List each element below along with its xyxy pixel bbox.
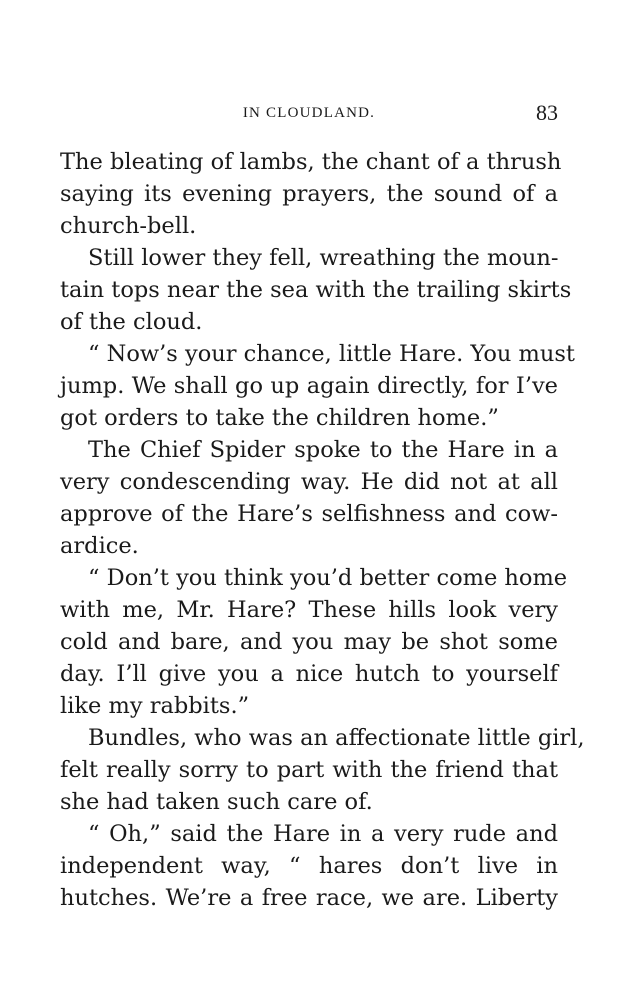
text-line: approve of the Hare’s selfishness and cow-	[60, 501, 558, 527]
text-line: saying its evening prayers, the sound of a	[60, 181, 558, 207]
text-line: like my rabbits.”	[60, 693, 250, 719]
text-line: hutches. We’re a free race, we are. Liberty	[60, 885, 558, 911]
text-line: tain tops near the sea with the trailing skirts	[60, 277, 572, 303]
text-line: “ Don’t you think you’d better come home	[88, 565, 568, 591]
text-line: felt really sorry to part with the friend that	[60, 757, 558, 783]
text-line: “ Now’s your chance, little Hare. You must	[88, 341, 575, 367]
text-line: Bundles, who was an affectionate little girl,	[88, 725, 585, 751]
text-line: she had taken such care of.	[60, 789, 373, 815]
text-line: ardice.	[60, 533, 139, 559]
body-text	[60, 146, 585, 914]
text-line: day. I’ll give you a nice hutch to yourself	[60, 661, 558, 687]
text-line: The Chief Spider spoke to the Hare in a	[88, 437, 558, 463]
text-line: church-bell.	[60, 213, 197, 239]
text-line: “ Oh,” said the Hare in a very rude and	[88, 821, 558, 847]
text-line: jump. We shall go up again directly, for I’ve	[60, 373, 558, 399]
running-head	[60, 100, 558, 130]
text-line: with me, Mr. Hare? These hills look very	[60, 597, 558, 623]
running-title: IN CLOUDLAND.	[242, 105, 376, 121]
text-line: of the cloud.	[60, 309, 203, 335]
text-line: Still lower they fell, wreathing the moun-	[88, 245, 559, 271]
text-line: The bleating of lambs, the chant of a thrush	[60, 149, 562, 175]
text-line: got orders to take the children home.”	[60, 405, 499, 431]
text-line: independent way, “ hares don’t live in	[60, 853, 558, 879]
page-number: 83	[536, 100, 558, 125]
text-line: very condescending way. He did not at all	[60, 469, 558, 495]
text-line: cold and bare, and you may be shot some	[60, 629, 558, 655]
